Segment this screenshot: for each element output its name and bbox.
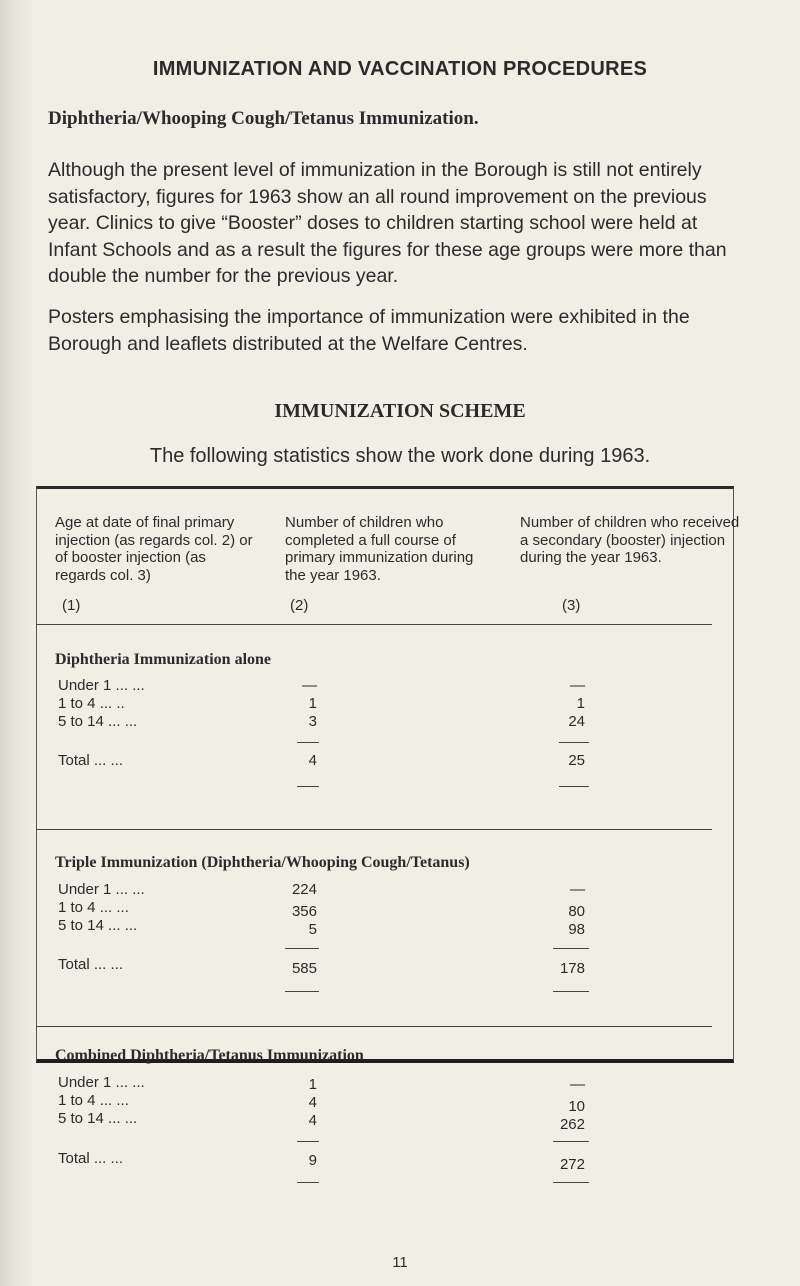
total-row [58, 956, 208, 974]
subtotal-line [297, 742, 319, 743]
total-underline [559, 786, 589, 787]
cell-booster: 10 [568, 1098, 585, 1115]
total-underline [553, 991, 589, 992]
row-label: 5 to 14 ... ... [58, 713, 138, 730]
row-label: 1 to 4 ... ... [58, 1092, 129, 1109]
column-number-2: (2) [290, 597, 309, 614]
cell-primary: 4 [308, 1112, 317, 1129]
cell-booster: 98 [568, 921, 585, 938]
subtotal-line [559, 742, 589, 743]
table-row [58, 713, 208, 731]
cell-primary: 1 [308, 695, 317, 712]
scheme-intro: The following statistics show the work done during 1963. [149, 445, 651, 467]
subtotal-line [297, 1141, 319, 1142]
total-primary: 585 [291, 960, 317, 977]
table-row [58, 899, 208, 917]
row-label: 1 to 4 ... .. [58, 695, 125, 712]
total-booster: 272 [559, 1156, 585, 1173]
section-title-triple: Triple Immunization (Diphtheria/Whooping Cough/Tetanus) [55, 854, 470, 871]
table-row [58, 1110, 208, 1128]
subtotal-line [285, 948, 319, 949]
column-number-1: (1) [62, 597, 81, 614]
page-heading: IMMUNIZATION AND VACCINATION PROCEDURES [152, 58, 648, 80]
total-underline [553, 1182, 589, 1183]
row-label: Under 1 ... ... [58, 1074, 145, 1091]
paragraph-posters: Posters emphasising the importance of immunization were exhibited in the Borough and leaflets distributed at the Welfare Centres. [48, 306, 690, 355]
page-number: 11 [392, 1254, 408, 1271]
cell-booster: 80 [568, 903, 585, 920]
total-row [58, 752, 208, 770]
row-label: Under 1 ... ... [58, 677, 145, 694]
table-row [58, 677, 208, 695]
cell-primary: 356 [291, 903, 317, 920]
cell-primary: — [302, 677, 317, 694]
section-divider [36, 1026, 712, 1027]
total-primary: 9 [308, 1152, 317, 1169]
cell-primary: 5 [308, 921, 317, 938]
table-row [58, 1092, 208, 1110]
total-label: Total ... ... [58, 956, 124, 973]
cell-primary: 224 [291, 881, 317, 898]
cell-booster: — [570, 1076, 585, 1093]
table-row [58, 695, 208, 713]
column-header-age: Age at date of final primary injection (as regards col. 2) or of booster injection (as regards col. 3) [55, 514, 253, 584]
total-underline [285, 991, 319, 992]
total-booster: 25 [568, 752, 585, 769]
cell-primary: 4 [308, 1094, 317, 1111]
subtotal-line [553, 1141, 589, 1142]
row-label: 1 to 4 ... ... [58, 899, 129, 916]
total-label: Total ... ... [58, 1150, 124, 1167]
cell-primary: 1 [308, 1076, 317, 1093]
column-number-3: (3) [562, 597, 581, 614]
table-row [58, 881, 208, 899]
row-label: Under 1 ... ... [58, 881, 145, 898]
row-label: 5 to 14 ... ... [58, 1110, 138, 1127]
total-primary: 4 [308, 752, 317, 769]
table-row [58, 917, 208, 935]
cell-booster: 1 [576, 695, 585, 712]
header-divider [36, 624, 712, 625]
cell-booster: — [570, 881, 585, 898]
paragraph-immunization-level: Although the present level of immunization in the Borough is still not entirely satisfactory, figures for 1963 show an all round improvement on the previous year. Clinics to give “Booster” doses to children starting school were held at Infant Schools and as a result the figures for these age groups were more than double the number for the previous year. [48, 159, 727, 287]
total-underline [297, 1182, 319, 1183]
cell-primary: 3 [308, 713, 317, 730]
section-divider [36, 829, 712, 830]
table-row [58, 1074, 208, 1092]
cell-booster: 24 [568, 713, 585, 730]
section-subheading: Diphtheria/Whooping Cough/Tetanus Immunization. [48, 108, 479, 129]
column-header-primary: Number of children who completed a full course of primary immunization during the year 1963. [285, 514, 474, 584]
cell-booster: 262 [559, 1116, 585, 1133]
row-label: 5 to 14 ... ... [58, 917, 138, 934]
section-title-combined: Combined Diphtheria/Tetanus Immunization [55, 1047, 364, 1064]
total-row [58, 1150, 208, 1168]
section-title-diphtheria: Diphtheria Immunization alone [55, 651, 272, 668]
total-underline [297, 786, 319, 787]
cell-booster: — [570, 677, 585, 694]
total-label: Total ... ... [58, 752, 124, 769]
scheme-title: IMMUNIZATION SCHEME [274, 400, 526, 422]
subtotal-line [553, 948, 589, 949]
column-header-booster: Number of children who received a secondary (booster) injection during the year 1963. [520, 514, 740, 566]
total-booster: 178 [559, 960, 585, 977]
